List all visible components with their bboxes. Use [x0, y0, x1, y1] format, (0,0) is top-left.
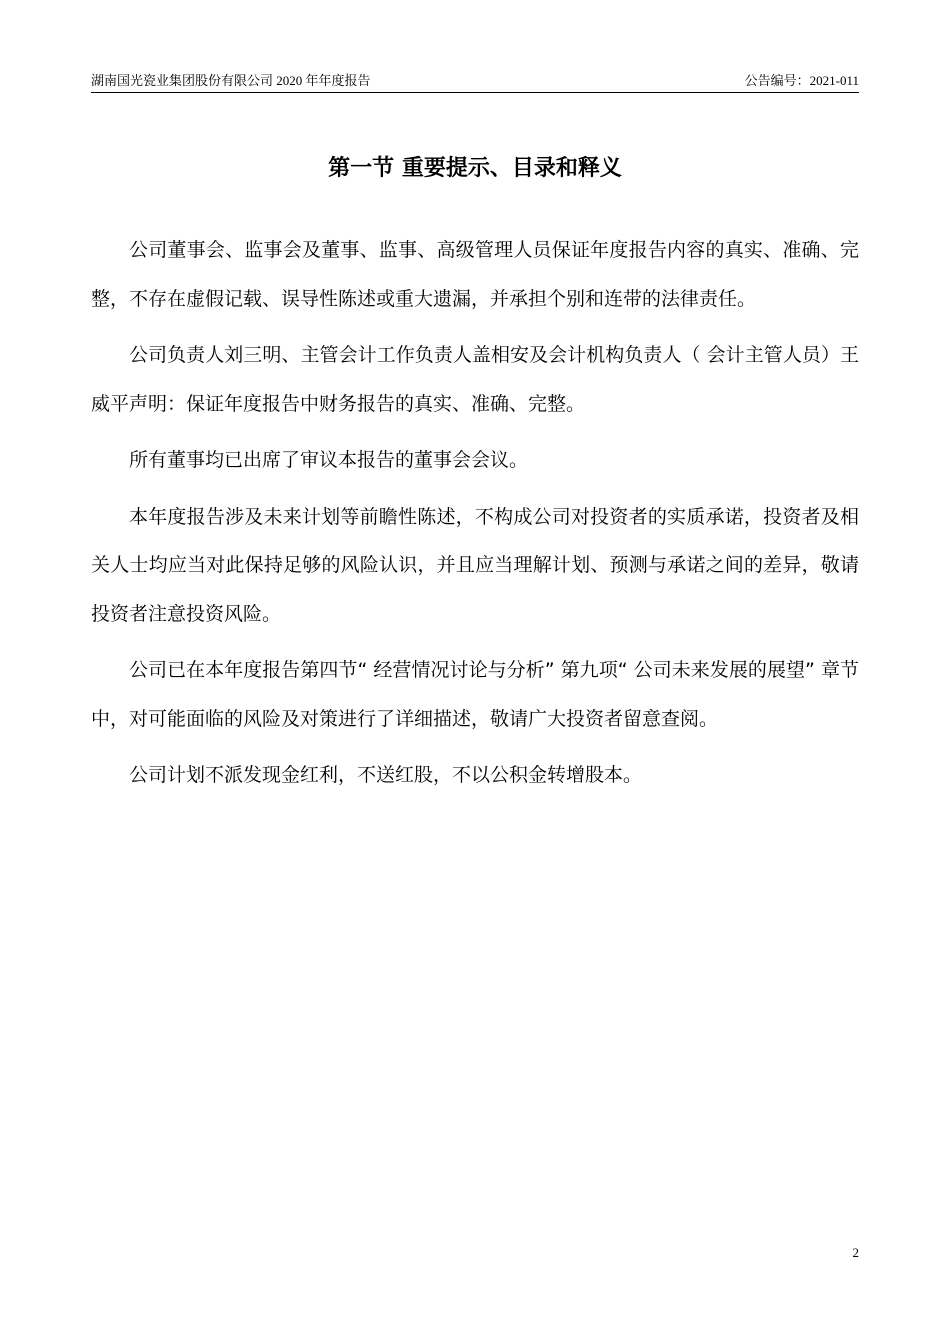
paragraph-board-guarantee: 公司董事会、监事会及董事、监事、高级管理人员保证年度报告内容的真实、准确、完整，不存在虚假记载、误导性陈述或重大遗漏，并承担个别和连带的法律责任。	[91, 239, 859, 310]
paragraph-dividend-plan: 公司计划不派发现金红利，不送红股，不以公积金转增股本。	[129, 764, 643, 786]
header-company-report-title: 湖南国光瓷业集团股份有限公司 2020 年年度报告	[91, 73, 371, 88]
paragraph-risk-description: 公司已在本年度报告第四节“ 经营情况讨论与分析” 第九项“ 公司未来发展的展望” 章节中，对可能面临的风险及对策进行了详细描述，敬请广大投资者留意查阅。	[91, 659, 859, 730]
section-title: 第一节 重要提示、目录和释义	[328, 156, 622, 181]
paragraph-forward-looking-statement: 本年度报告涉及未来计划等前瞻性陈述，不构成公司对投资者的实质承诺，投资者及相关人士均应当对此保持足够的风险认识，并且应当理解计划、预测与承诺之间的差异，敬请投资者注意投资风险。	[91, 505, 859, 625]
page-header	[91, 72, 859, 93]
paragraph-responsible-persons-statement: 公司负责人刘三明、主管会计工作负责人盖相安及会计机构负责人（ 会计主管人员）王威平声明：保证年度报告中财务报告的真实、准确、完整。	[91, 344, 859, 415]
paragraph-directors-attendance: 所有董事均已出席了审议本报告的董事会会议。	[129, 449, 529, 471]
page-number: 2	[852, 1245, 859, 1260]
body-text	[91, 226, 859, 808]
header-announcement-number: 公告编号：2021-011	[744, 73, 859, 88]
